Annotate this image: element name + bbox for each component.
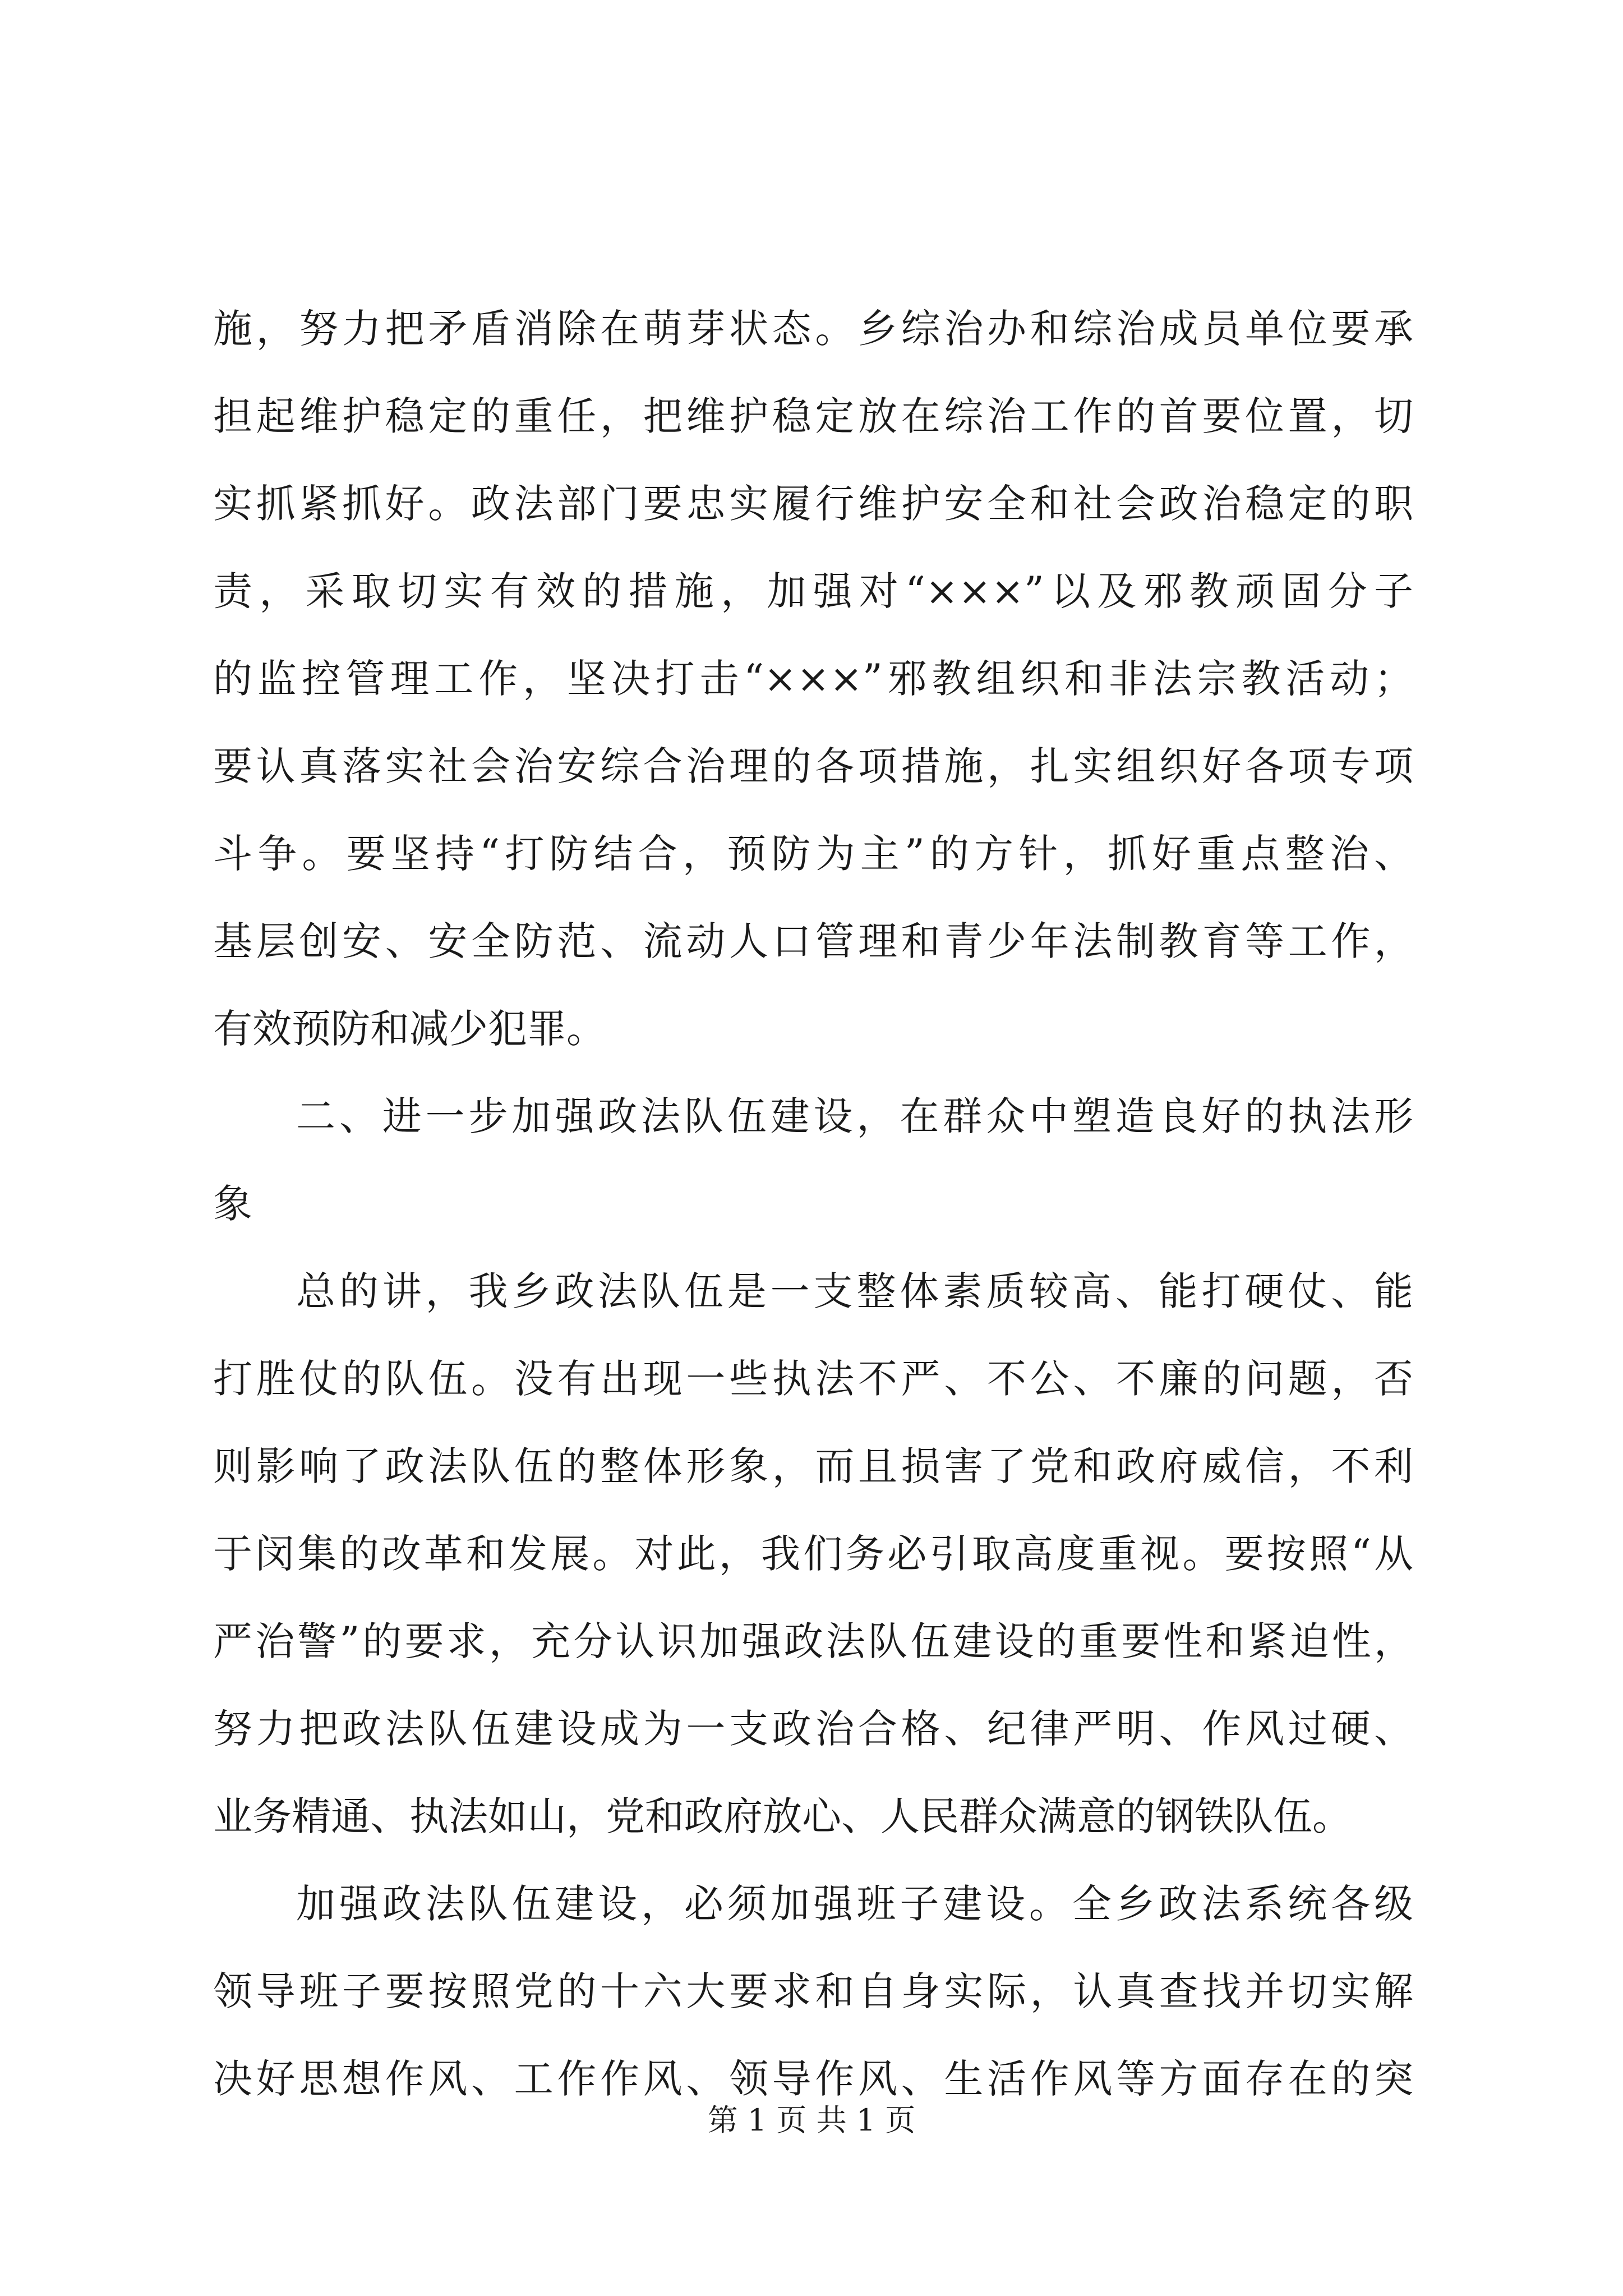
text-line: 基层创安、安全防范、流动人口管理和青少年法制教育等工作，: [213, 918, 1413, 964]
heading-line: 象: [213, 1181, 252, 1227]
text-line: 担起维护稳定的重任，把维护稳定放在综治工作的首要位置，切: [213, 393, 1413, 439]
text-line: 的监控管理工作，坚决打击“×××”邪教组织和非法宗教活动；: [213, 656, 1413, 702]
text-line: 业务精通、执法如山，党和政府放心、人民群众满意的钢铁队伍。: [213, 1793, 1352, 1839]
paragraph: [213, 1860, 1413, 2123]
paragraph: [213, 1248, 1413, 1860]
heading-line: 二、进一步加强政法队伍建设，在群众中塑造良好的执法形: [296, 1093, 1413, 1139]
text-line: 决好思想作风、工作作风、领导作风、生活作风等方面存在的突: [213, 2056, 1413, 2102]
text-line: 努力把政法队伍建设成为一支政治合格、纪律严明、作风过硬、: [213, 1706, 1413, 1752]
text-line: 责，采取切实有效的措施，加强对“×××”以及邪教顽固分子: [213, 568, 1413, 614]
text-line: 加强政法队伍建设，必须加强班子建设。全乡政法系统各级: [296, 1881, 1413, 1927]
text-line: 要认真落实社会治安综合治理的各项措施，扎实组织好各项专项: [213, 743, 1413, 789]
section-heading: [213, 1073, 1413, 1248]
text-line: 有效预防和减少犯罪。: [213, 1006, 606, 1052]
text-line: 打胜仗的队伍。没有出现一些执法不严、不公、不廉的问题，否: [213, 1356, 1413, 1402]
page-footer: [0, 2101, 1623, 2140]
text-line: 总的讲，我乡政法队伍是一支整体素质较高、能打硬仗、能: [296, 1268, 1413, 1314]
text-line: 于闵集的改革和发展。对此，我们务必引取高度重视。要按照“从: [213, 1531, 1413, 1577]
text-line: 严治警”的要求，充分认识加强政法队伍建设的重要性和紧迫性，: [213, 1618, 1413, 1664]
page-number-label: 第 1 页 共 1 页: [707, 2102, 916, 2138]
text-line: 实抓紧抓好。政法部门要忠实履行维护安全和社会政治稳定的职: [213, 481, 1413, 527]
text-line: 则影响了政法队伍的整体形象，而且损害了党和政府威信，不利: [213, 1443, 1413, 1489]
text-line: 施，努力把矛盾消除在萌芽状态。乡综治办和综治成员单位要承: [213, 306, 1413, 352]
paragraph-continuation: [213, 285, 1413, 1073]
document-body: [213, 285, 1413, 2123]
text-line: 领导班子要按照党的十六大要求和自身实际，认真查找并切实解: [213, 1968, 1413, 2014]
text-line: 斗争。要坚持“打防结合，预防为主”的方针，抓好重点整治、: [213, 831, 1413, 877]
